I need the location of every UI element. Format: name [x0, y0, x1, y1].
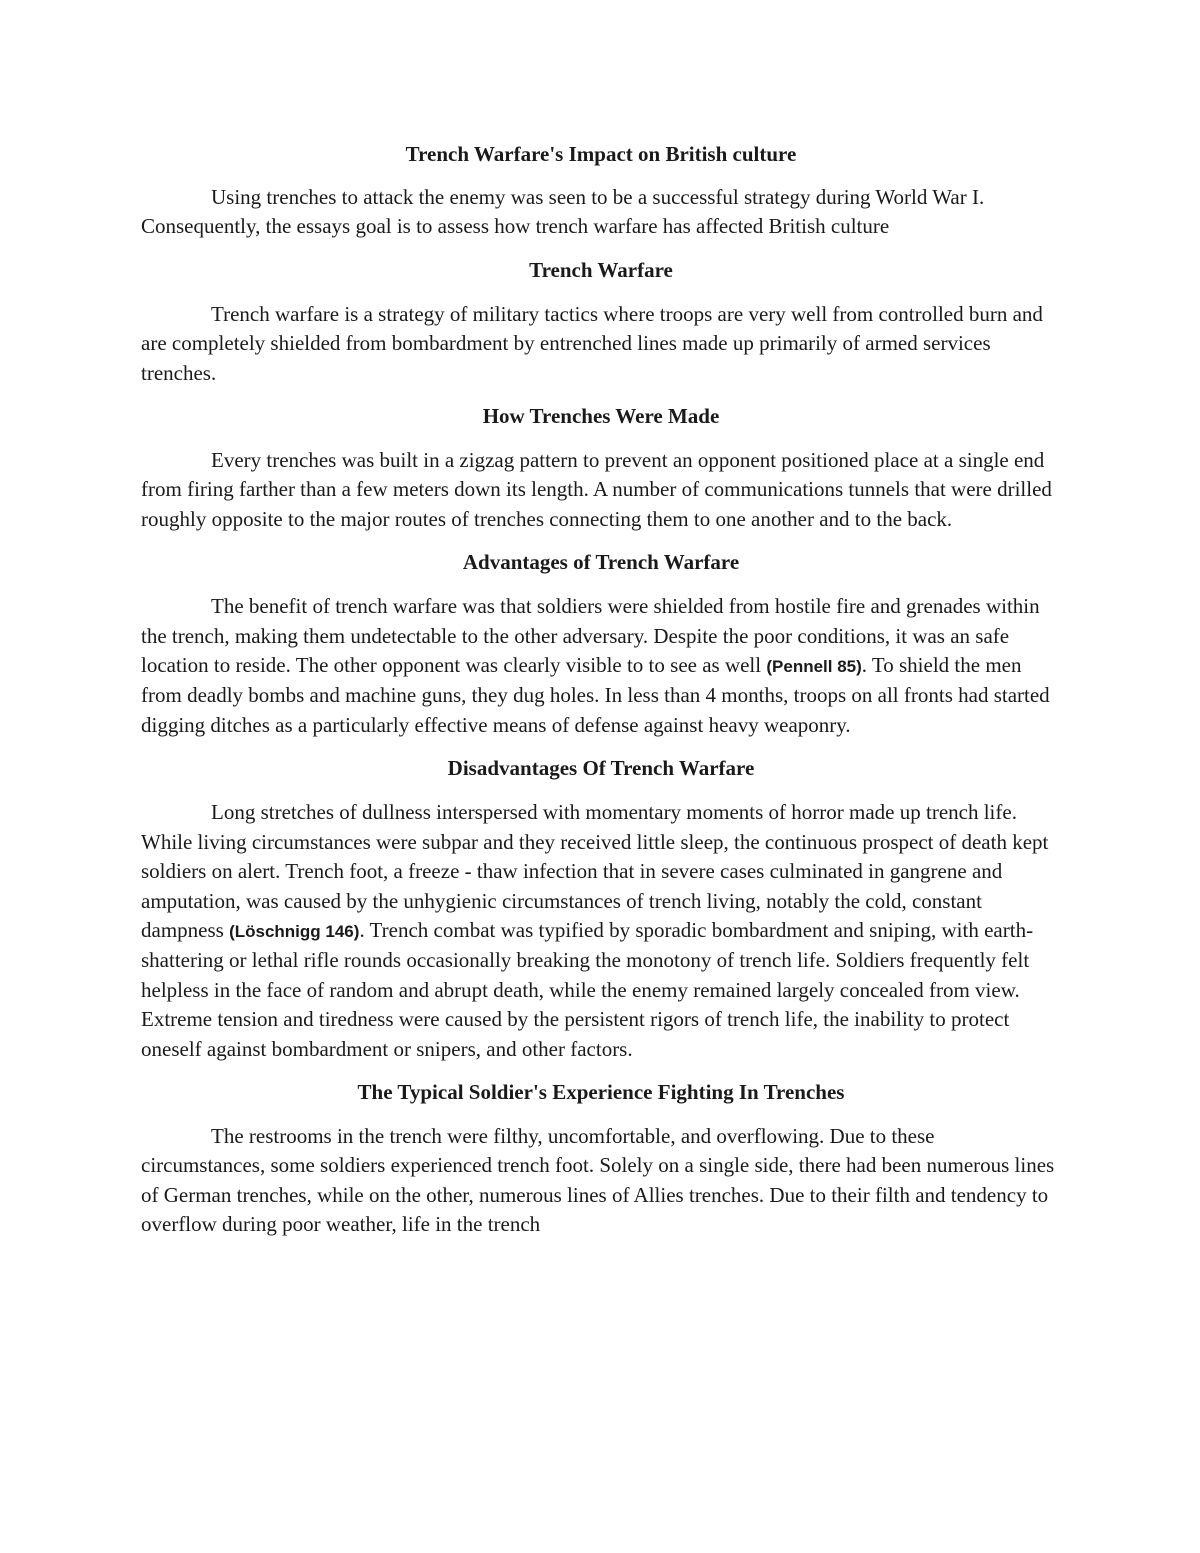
section-heading-how-trenches-made: How Trenches Were Made: [482, 404, 720, 429]
document-page: [141, 140, 1061, 1240]
section-heading-advantages: Advantages of Trench Warfare: [462, 550, 740, 575]
section-body-trench-warfare: Trench warfare is a strategy of military tactics where troops are very well from controlled burn and are completely shielded from bombardment by entrenched lines made up primarily of armed services trenches.: [141, 301, 1043, 385]
intro-paragraph: Using trenches to attack the enemy was seen to be a successful strategy during World War I. Consequently, the essays goal is to assess how trench warfare has affected British culture: [141, 185, 985, 239]
section-body-how-trenches-made: Every trenches was built in a zigzag pattern to prevent an opponent positioned place at a single end from firing farther than a few meters down its length. A number of communications tunnels that were drilled roughly opposite to the major routes of trenches connecting them to one another and to the back.: [141, 448, 1052, 531]
section-heading-disadvantages: Disadvantages Of Trench Warfare: [447, 756, 755, 781]
section-body-advantages: [141, 592, 1061, 740]
section-heading-trench-warfare: Trench Warfare: [529, 257, 673, 282]
section-body-disadvantages: [141, 798, 1061, 1064]
document-title: Trench Warfare's Impact on British culture: [405, 142, 797, 166]
section-heading-typical-soldier: The Typical Soldier's Experience Fighting In Trenches: [357, 1079, 845, 1104]
section-body-typical-soldier: The restrooms in the trench were filthy, uncomfortable, and overflowing. Due to these circumstances, some soldiers experienced trench foot. Solely on a single side, there had been numerous lines of German trenches, while on the other, numerous lines of Allies trenches. Due to their filth and tendency to overflow during poor weather, life in the trench: [141, 1123, 1055, 1237]
disadvantages-text-before: Long stretches of dullness interspersed with momentary moments of horror made up trench life. While living circumstances were subpar and they received little sleep, the continuous prospect of death kept soldiers on alert. Trench foot, a freeze - thaw infection that in severe cases culminated in gangrene and amputation, was caused by the unhygienic circumstances of trench living, notably the cold, constant dampness: [141, 800, 1049, 942]
advantages-text-after: . To shield the men from deadly bombs and machine guns, they dug holes. In less than 4 months, troops on all fronts had started digging ditches as a particularly effective means of defense against heavy weaponry.: [141, 653, 1050, 737]
citation-pennell: (Pennell 85): [766, 657, 862, 677]
disadvantages-text-after: . Trench combat was typified by sporadic bombardment and sniping, with earth-shattering or lethal rifle rounds occasionally breaking the monotony of trench life. Soldiers frequently felt helpless in the face of random and abrupt death, while the enemy remained largely concealed from view. Extreme tension and tiredness were caused by the persistent rigors of trench life, the inability to protect oneself against bombardment or snipers, and other factors.: [141, 917, 1034, 1061]
citation-loschnigg: (Löschnigg 146): [229, 921, 360, 941]
advantages-text-before: The benefit of trench warfare was that soldiers were shielded from hostile fire and grenades within the trench, making them undetectable to the other adversary. Despite the poor conditions, it was an safe location to reside. The other opponent was clearly visible to to see as well: [141, 594, 1040, 678]
